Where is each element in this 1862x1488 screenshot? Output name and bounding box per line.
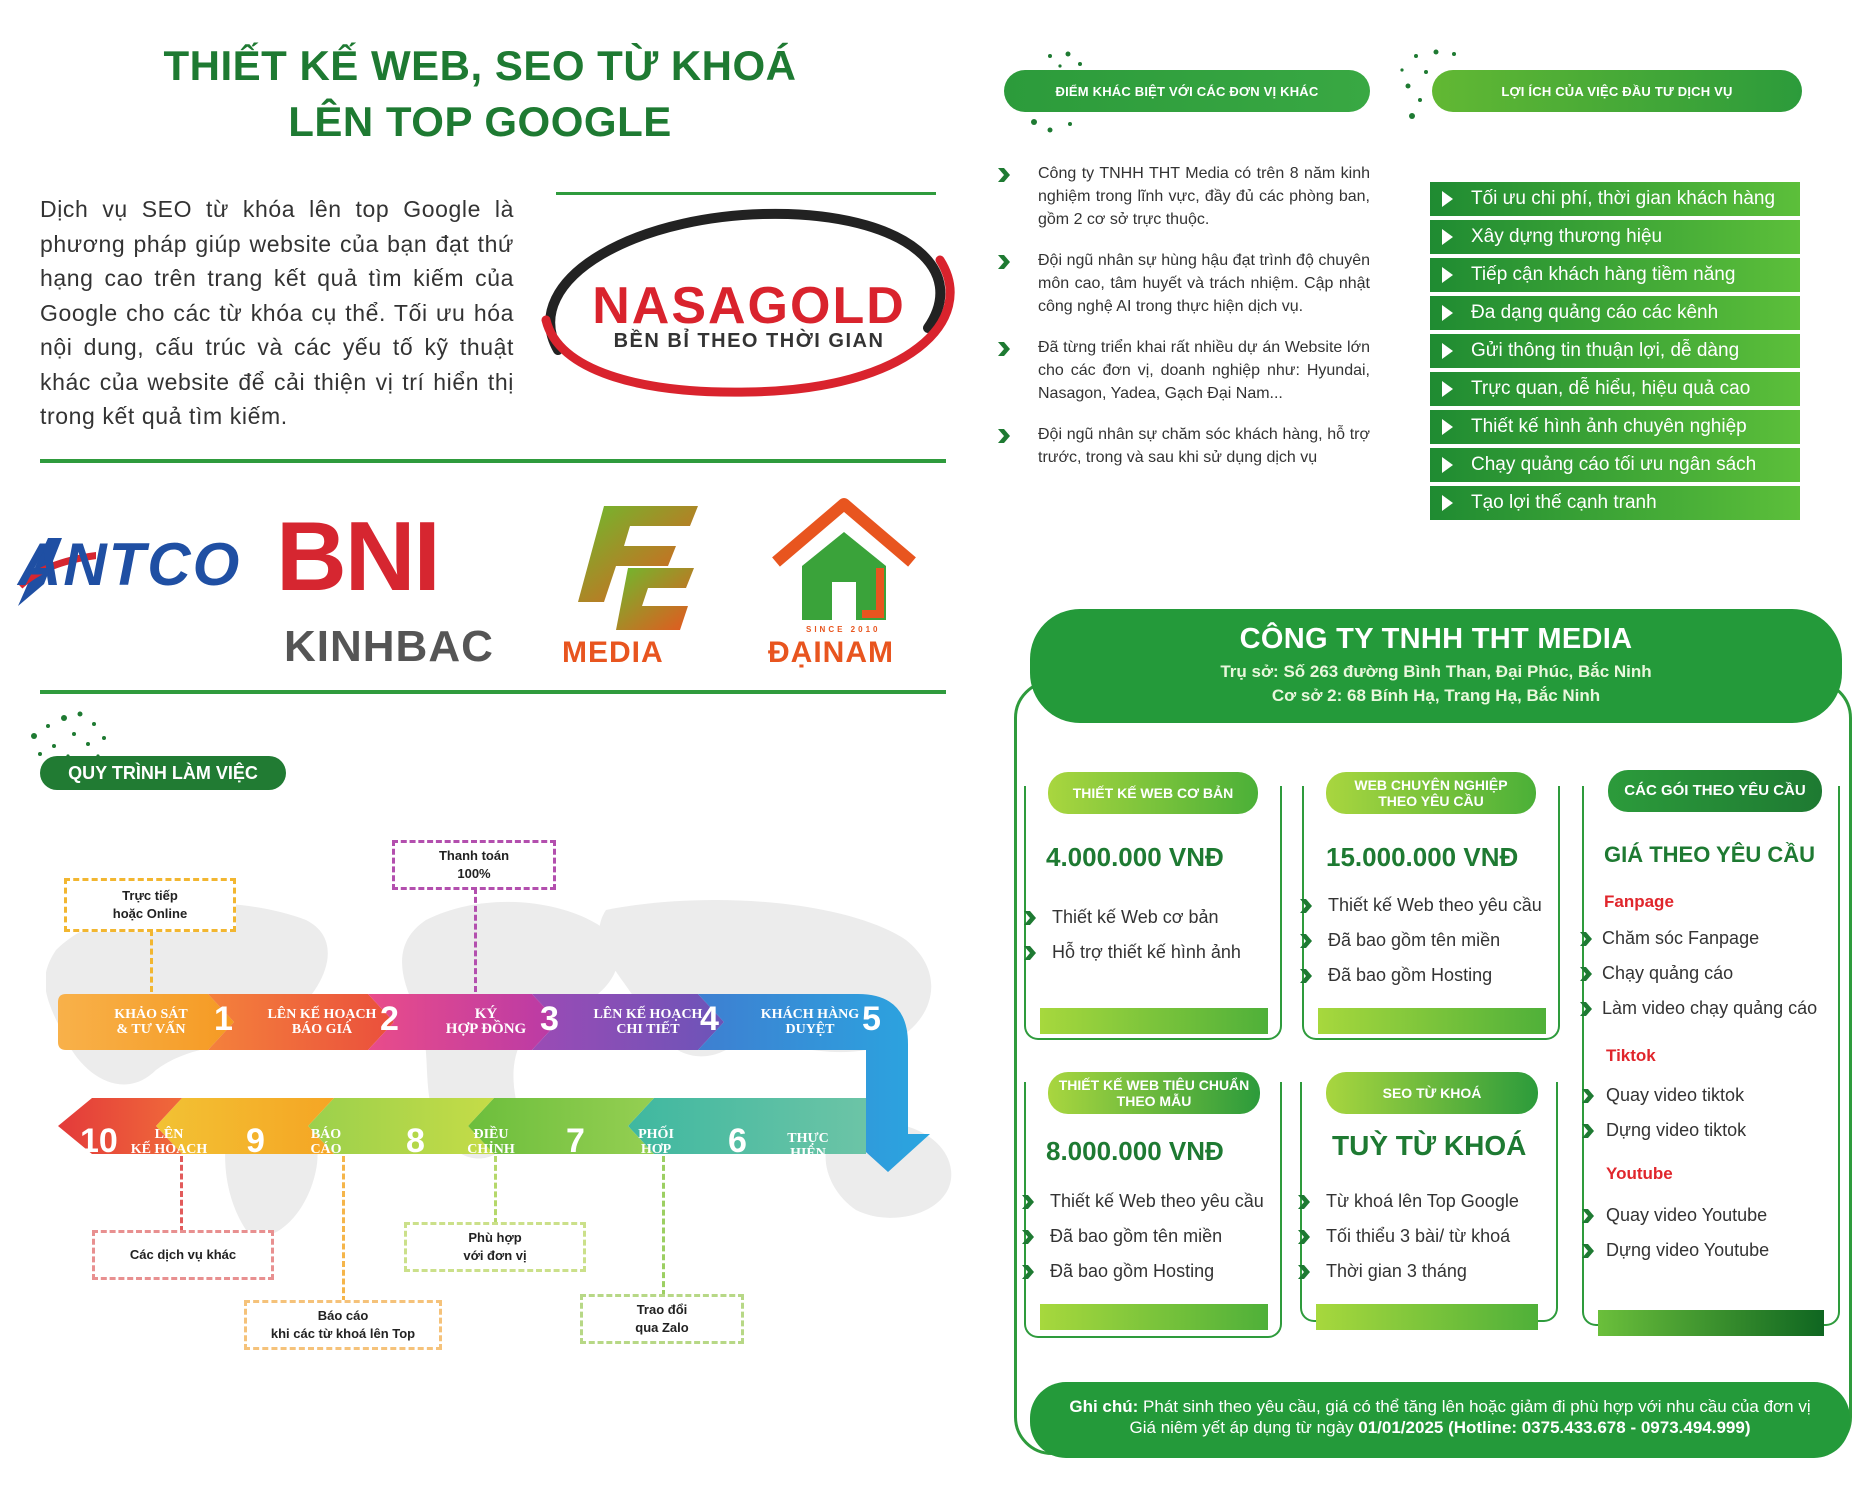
nasagold-name: NASAGOLD <box>592 277 906 335</box>
note-thanh-toan: Thanh toán 100% <box>392 840 556 890</box>
card-bottom-bar <box>1598 1310 1824 1336</box>
note-phu-hop: Phù hợp với đơn vị <box>404 1222 586 1272</box>
chevron-right-icon <box>1022 1195 1034 1209</box>
list-item: Quay video Youtube <box>1582 1198 1769 1233</box>
note-truc-tiep: Trực tiếp hoặc Online <box>64 878 236 932</box>
house-icon <box>770 496 918 632</box>
divider <box>556 192 936 195</box>
arrow-right-icon <box>1442 495 1453 511</box>
connector <box>342 1156 345 1302</box>
step-6-number: 6 <box>728 1122 747 1160</box>
package-basic-tab: THIẾT KẾ WEB CƠ BẢN <box>1048 772 1258 814</box>
step-9-label: BÁO CÁO <box>310 1127 342 1157</box>
step-3-label: KÝ HỢP ĐỒNG <box>445 1006 527 1037</box>
list-item: Đã bao gồm Hosting <box>1022 1254 1264 1289</box>
package-basic-features <box>1024 900 1241 970</box>
list-item: Dựng video tiktok <box>1582 1113 1746 1148</box>
step-9-number: 9 <box>246 1122 265 1160</box>
list-item: Thiết kế hình ảnh chuyên nghiệp <box>1430 410 1800 444</box>
company-address-2: Cơ sở 2: 68 Bính Hạ, Trang Hạ, Bắc Ninh <box>1271 686 1601 705</box>
chevron-right-icon <box>1298 1195 1310 1209</box>
list-item: Đội ngũ nhân sự hùng hậu đạt trình độ chuyên môn cao, tâm huyết và trách nhiệm. Cập nhật công nghệ AI trong thực hiện dịch vụ. <box>998 249 1370 318</box>
chevron-right-icon <box>998 342 1010 356</box>
arrow-right-icon <box>1442 343 1453 359</box>
arrow-right-icon <box>1442 381 1453 397</box>
arrow-right-icon <box>1442 229 1453 245</box>
dainam-logo: ĐẠINAM <box>768 636 894 669</box>
package-seo-features <box>1298 1184 1519 1289</box>
note-cac-dich-vu: Các dịch vụ khác <box>92 1230 274 1280</box>
fe-media-text: MEDIA <box>562 636 664 669</box>
step-8-label: ĐIỀU CHỈNH <box>467 1127 515 1157</box>
list-item: Trực quan, dễ hiểu, hiệu quả cao <box>1430 372 1800 406</box>
list-item: Công ty TNHH THT Media có trên 8 năm kinh nghiệm trong lĩnh vực, đầy đủ các phòng ban, gồm 2 cơ sở trực thuộc. <box>998 162 1370 231</box>
note-banner <box>1030 1382 1850 1458</box>
step-7-label: PHỐI HỢP <box>638 1127 674 1157</box>
chevron-right-icon <box>1024 911 1036 925</box>
differences-list <box>998 162 1370 487</box>
list-item: Hỗ trợ thiết kế hình ảnh <box>1024 935 1241 970</box>
list-item: Thiết kế Web cơ bản <box>1024 900 1241 935</box>
chevron-right-icon <box>998 429 1010 443</box>
antco-logo: ANTCO <box>18 531 242 598</box>
note-text-1: Phát sinh theo yêu cầu, giá có thể tăng lên hoặc giảm đi phù hợp với nhu cầu của đơn vị <box>1138 1397 1811 1416</box>
package-standard-features <box>1022 1184 1264 1289</box>
list-item: Làm video chạy quảng cáo <box>1580 991 1817 1026</box>
connector <box>180 1156 183 1232</box>
list-item: Đã bao gồm tên miền <box>1300 923 1542 958</box>
package-seo-tab: SEO TỪ KHOÁ <box>1326 1072 1538 1114</box>
tiktok-list <box>1582 1078 1746 1148</box>
title-line-1: THIẾT KẾ WEB, SEO TỪ KHOÁ <box>163 42 797 89</box>
step-6-label: THỰC HIỆN <box>787 1131 829 1161</box>
chevron-right-icon <box>1024 946 1036 960</box>
nasagold-slogan: BỀN BỈ THEO THỜI GIAN <box>613 330 885 352</box>
list-item: Dựng video Youtube <box>1582 1233 1769 1268</box>
category-fanpage: Fanpage <box>1604 892 1674 911</box>
card-bottom-bar <box>1040 1304 1268 1330</box>
package-standard-tab: THIẾT KẾ WEB TIÊU CHUẨN THEO MẪU <box>1048 1072 1260 1114</box>
arrow-right-icon <box>1442 419 1453 435</box>
youtube-list <box>1582 1198 1769 1268</box>
step-10-number: 10 <box>80 1122 118 1160</box>
connector <box>662 1156 665 1296</box>
connector <box>494 1156 497 1224</box>
chevron-right-icon <box>1582 1124 1594 1138</box>
note-date-hotline: 01/01/2025 (Hotline: 0375.433.678 - 0973.494.999) <box>1358 1418 1751 1437</box>
chevron-right-icon <box>1298 1230 1310 1244</box>
list-item: Thiết kế Web theo yêu cầu <box>1022 1184 1264 1219</box>
list-item: Tạo lợi thế cạnh tranh <box>1430 486 1800 520</box>
chevron-right-icon <box>1022 1265 1034 1279</box>
list-item: Đã từng triển khai rất nhiều dự án Website lớn cho các đơn vị, doanh nghiệp như: Hyundai, Nasagon, Yadea, Gạch Đại Nam... <box>998 336 1370 405</box>
package-custom-price: GIÁ THEO YÊU CẦU <box>1604 842 1816 867</box>
list-item: Đã bao gồm tên miền <box>1022 1219 1264 1254</box>
chevron-right-icon <box>998 168 1010 182</box>
list-item: Đa dạng quảng cáo các kênh <box>1430 296 1800 330</box>
list-item: Tiếp cận khách hàng tiềm năng <box>1430 258 1800 292</box>
package-custom-tab: CÁC GÓI THEO YÊU CẦU <box>1608 770 1822 812</box>
chevron-right-icon <box>1300 899 1312 913</box>
list-item: Gửi thông tin thuận lợi, dễ dàng <box>1430 334 1800 368</box>
step-3-number: 3 <box>540 1000 559 1038</box>
list-item: Chạy quảng cáo <box>1580 956 1817 991</box>
arrow-right-icon <box>1442 191 1453 207</box>
chevron-right-icon <box>1022 1230 1034 1244</box>
dainam-since: SINCE 2010 <box>806 625 881 634</box>
divider <box>40 690 946 694</box>
list-item: Quay video tiktok <box>1582 1078 1746 1113</box>
list-item: Chạy quảng cáo tối ưu ngân sách <box>1430 448 1800 482</box>
package-pro-price: 15.000.000 VNĐ <box>1326 842 1519 872</box>
company-header <box>1030 609 1842 723</box>
step-1-number: 1 <box>214 1000 233 1038</box>
divider <box>40 459 946 463</box>
package-basic-price: 4.000.000 VNĐ <box>1046 842 1224 872</box>
company-address-1: Trụ sở: Số 263 đường Bình Than, Đại Phúc, Bắc Ninh <box>1220 662 1652 681</box>
note-text-2: Giá niêm yết áp dụng từ ngày <box>1129 1418 1359 1437</box>
step-5-number: 5 <box>862 1000 881 1038</box>
process-title: QUY TRÌNH LÀM VIỆC <box>40 756 286 790</box>
fanpage-list <box>1580 921 1817 1026</box>
fe-media-logo-icon <box>564 506 704 632</box>
arrow-right-icon <box>1442 457 1453 473</box>
chevron-right-icon <box>1580 1002 1592 1016</box>
chevron-right-icon <box>1300 934 1312 948</box>
step-1-label: KHẢO SÁT & TƯ VẤN <box>114 1007 188 1037</box>
chevron-right-icon <box>1582 1244 1594 1258</box>
package-standard-price: 8.000.000 VNĐ <box>1046 1136 1224 1166</box>
package-pro-features <box>1300 888 1542 993</box>
company-name: CÔNG TY TNHH THT MEDIA <box>1239 623 1633 655</box>
note-bao-cao: Báo cáo khi các từ khoá lên Top <box>244 1300 442 1350</box>
chevron-right-icon <box>1582 1209 1594 1223</box>
benefits-list <box>1430 182 1800 524</box>
step-5-label: KHÁCH HÀNG DUYỆT <box>760 1007 860 1037</box>
chevron-right-icon <box>1580 967 1592 981</box>
card-bottom-bar <box>1316 1304 1538 1330</box>
connector <box>474 888 477 992</box>
list-item: Đội ngũ nhân sự chăm sóc khách hàng, hỗ trợ trước, trong và sau khi sử dụng dịch vụ <box>998 423 1370 469</box>
intro-paragraph: Dịch vụ SEO từ khóa lên top Google là phương pháp giúp website của bạn đạt thứ hạng cao trên trang kết quả tìm kiếm của Google cho các từ khóa cụ thể. Tối ưu hóa nội dung, cấu trúc và các yếu tố kỹ thuật khác của website để cải thiện vị trí hiển thị trong kết quả tìm kiếm. <box>40 196 514 429</box>
differences-title: ĐIỂM KHÁC BIỆT VỚI CÁC ĐƠN VỊ KHÁC <box>1004 70 1370 112</box>
list-item: Từ khoá lên Top Google <box>1298 1184 1519 1219</box>
chevron-right-icon <box>998 255 1010 269</box>
step-8-number: 8 <box>406 1122 425 1160</box>
note-label: Ghi chú: <box>1069 1397 1139 1416</box>
arrow-right-icon <box>1442 267 1453 283</box>
step-4-label: LÊN KẾ HOẠCH CHI TIẾT <box>593 1007 703 1037</box>
title-line-2: LÊN TOP GOOGLE <box>288 98 672 145</box>
bni-logo: BNI <box>276 501 439 611</box>
chevron-right-icon <box>1580 932 1592 946</box>
list-item: Tối thiểu 3 bài/ từ khoá <box>1298 1219 1519 1254</box>
step-2-label: LÊN KẾ HOẠCH BÁO GIÁ <box>267 1007 377 1037</box>
list-item: Đã bao gồm Hosting <box>1300 958 1542 993</box>
benefits-title: LỢI ÍCH CỦA VIỆC ĐẦU TƯ DỊCH VỤ <box>1432 70 1802 112</box>
step-4-number: 4 <box>700 1000 719 1038</box>
list-item: Thiết kế Web theo yêu cầu <box>1300 888 1542 923</box>
package-seo-price: TUỲ TỪ KHOÁ <box>1332 1130 1527 1161</box>
chevron-right-icon <box>1298 1265 1310 1279</box>
card-bottom-bar <box>1318 1008 1546 1034</box>
bni-kinhbac-text: KINHBAC <box>284 622 494 671</box>
list-item: Chăm sóc Fanpage <box>1580 921 1817 956</box>
arrow-right-icon <box>1442 305 1453 321</box>
list-item: Thời gian 3 tháng <box>1298 1254 1519 1289</box>
category-tiktok: Tiktok <box>1606 1046 1656 1065</box>
page-title <box>120 38 840 150</box>
step-7-number: 7 <box>566 1122 585 1160</box>
step-10-label: LÊN KẾ HOẠCH <box>130 1127 208 1157</box>
list-item: Xây dựng thương hiệu <box>1430 220 1800 254</box>
step-2-number: 2 <box>380 1000 399 1038</box>
chevron-right-icon <box>1300 969 1312 983</box>
connector <box>150 930 153 992</box>
nasagold-logo <box>528 200 970 400</box>
card-bottom-bar <box>1040 1008 1268 1034</box>
chevron-right-icon <box>1582 1089 1594 1103</box>
list-item: Tối ưu chi phí, thời gian khách hàng <box>1430 182 1800 216</box>
category-youtube: Youtube <box>1606 1164 1673 1183</box>
package-pro-tab: WEB CHUYÊN NGHIỆP THEO YÊU CẦU <box>1326 772 1536 814</box>
note-trao-doi: Trao đổi qua Zalo <box>580 1294 744 1344</box>
